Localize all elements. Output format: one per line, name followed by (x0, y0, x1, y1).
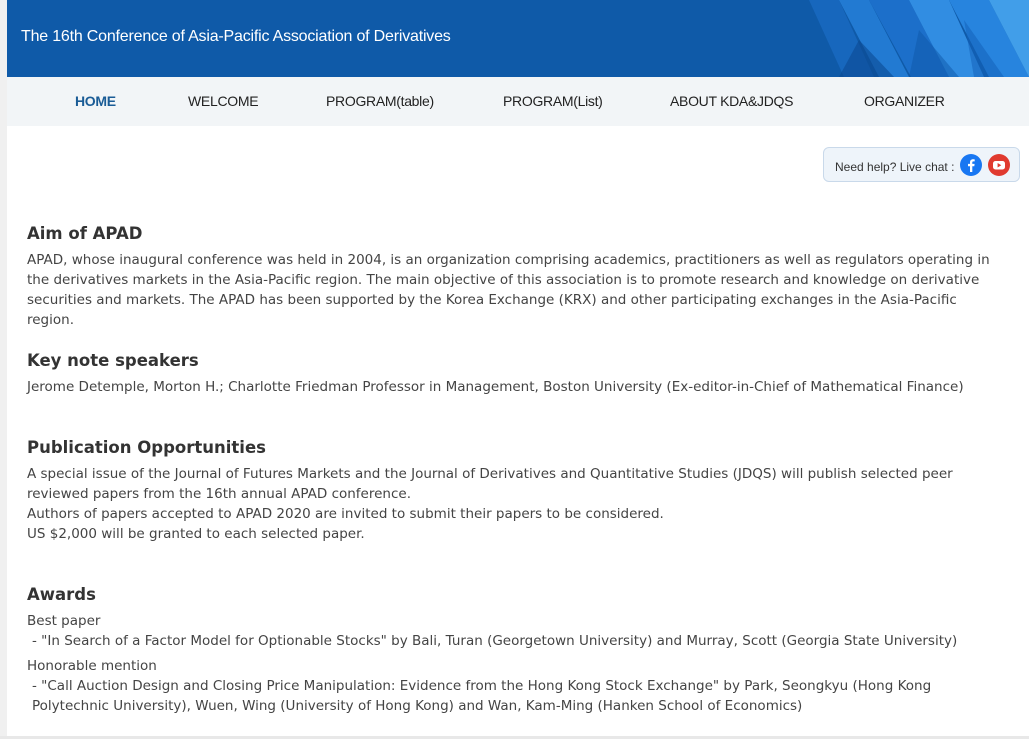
main-nav (7, 77, 1029, 126)
banner-decoration (799, 0, 1029, 77)
site-title: The 16th Conference of Asia-Pacific Association of Derivatives (21, 28, 451, 45)
section-title-aim: Aim of APAD (27, 224, 143, 243)
award-honorable-label: Honorable mention (27, 658, 157, 674)
section-title-awards: Awards (27, 585, 96, 604)
window-frame-left (0, 0, 7, 739)
site-banner (7, 0, 1029, 77)
section-awards (27, 583, 1002, 716)
nav-organizer[interactable]: ORGANIZER (864, 93, 945, 109)
publication-line: US $2,000 will be granted to each selected paper. (27, 526, 365, 542)
section-keynote (27, 349, 1002, 397)
award-honorable-item: - "Call Auction Design and Closing Price Manipulation: Evidence from the Hong Kong Stock Exchange" by Park, Seongkyu (Hong Kong Polytechnic University), Wuen, Wing (University of Hong Kong) and Wan, Kam-Ming (Hanken School of Economics) (32, 678, 932, 714)
live-chat-box (823, 147, 1020, 182)
nav-home[interactable]: HOME (75, 93, 116, 109)
nav-program-list[interactable]: PROGRAM(List) (503, 93, 603, 109)
aim-body: APAD, whose inaugural conference was held in 2004, is an organization comprising academics, practitioners as well as regulators operating in the derivatives markets in the Asia-Pacific region. The main objective of this association is to promote research and knowledge on derivative securities and markets. The APAD has been supported by the Korea Exchange (KRX) and other participating exchanges in the Asia-Pacific region. (27, 252, 990, 328)
section-title-keynote: Key note speakers (27, 351, 199, 370)
keynote-body: Jerome Detemple, Morton H.; Charlotte Friedman Professor in Management, Boston University (Ex-editor-in-Chief of Mathematical Finance) (27, 379, 964, 395)
publication-line: Authors of papers accepted to APAD 2020 are invited to submit their papers to be considered. (27, 506, 664, 522)
award-best-item: - "In Search of a Factor Model for Optionable Stocks" by Bali, Turan (Georgetown University) and Murray, Scott (Georgia State University) (32, 633, 958, 649)
section-publication (27, 436, 1002, 544)
awards-body (27, 611, 1002, 716)
publication-line: A special issue of the Journal of Futures Markets and the Journal of Derivatives and Quantitative Studies (JDQS) will publish selected peer reviewed papers from the 16th annual APAD conference. (27, 466, 953, 502)
nav-about-kda-jdqs[interactable]: ABOUT KDA&JDQS (670, 93, 794, 109)
nav-program-table[interactable]: PROGRAM(table) (326, 93, 434, 109)
award-best-label: Best paper (27, 613, 101, 629)
youtube-icon[interactable] (988, 154, 1010, 176)
facebook-icon[interactable] (960, 154, 982, 176)
publication-body (27, 464, 1002, 544)
section-aim (27, 222, 1002, 330)
live-chat-label: Need help? Live chat : (835, 160, 955, 174)
nav-welcome[interactable]: WELCOME (188, 93, 259, 109)
section-title-publication: Publication Opportunities (27, 438, 266, 457)
